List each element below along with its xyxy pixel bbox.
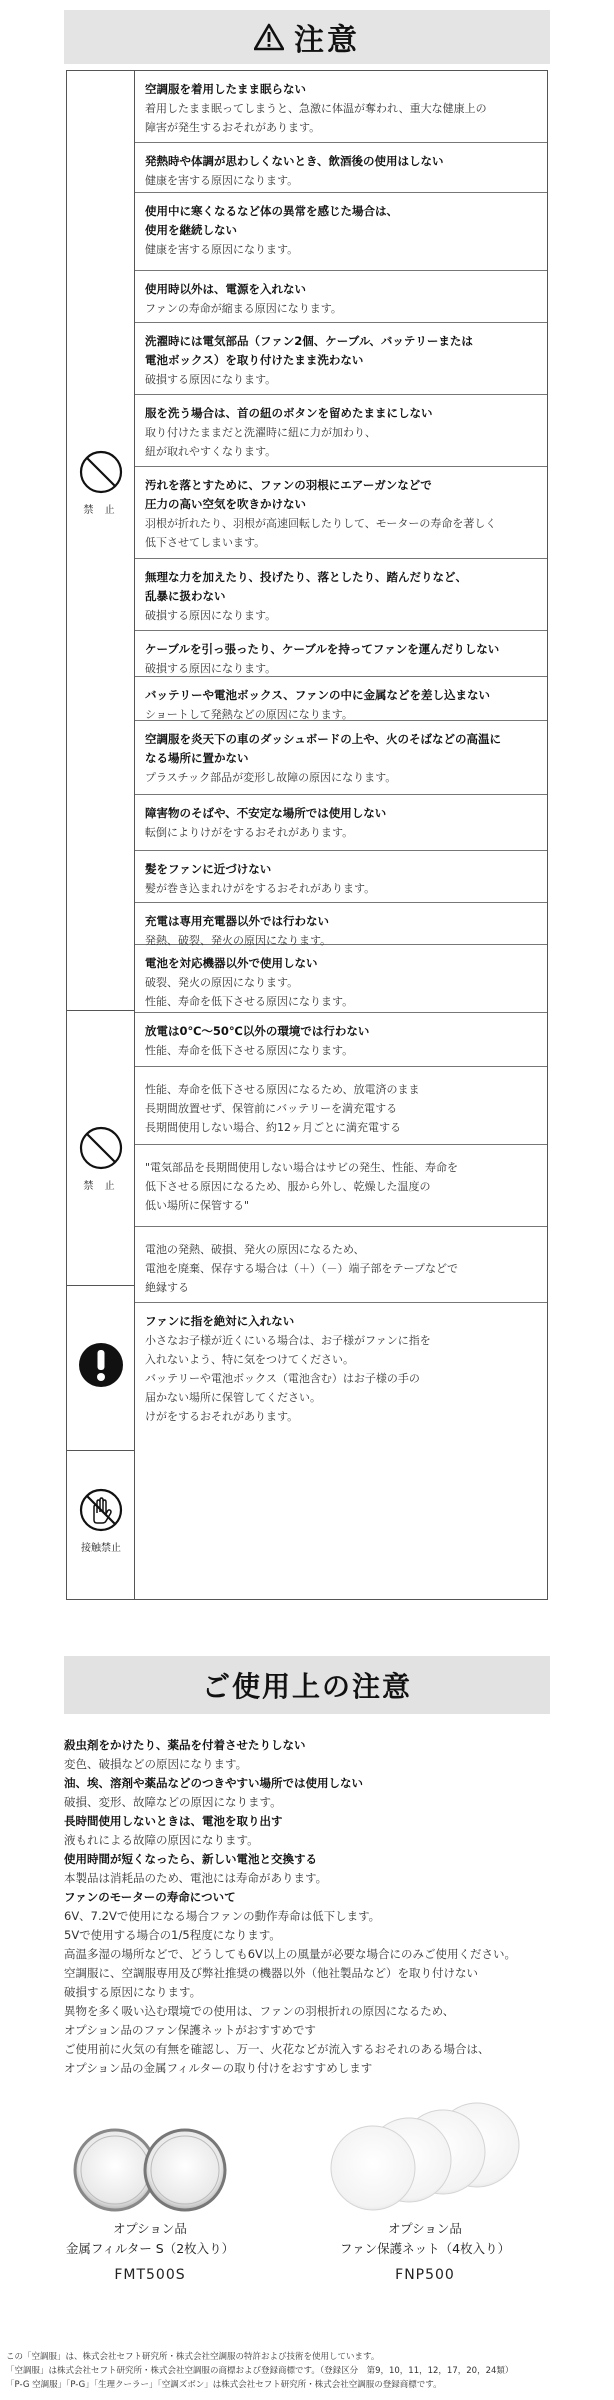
caution-row bbox=[135, 677, 547, 721]
caution-body: けがをするおそれがあります。 bbox=[145, 1410, 299, 1423]
caution-row bbox=[135, 1145, 547, 1227]
product-caption-line-1: オプション品 bbox=[113, 2221, 187, 2236]
caution-body: 取り付けたままだと洗濯時に紐に力が加わり、 bbox=[145, 426, 376, 439]
caution-body: 紐が取れやすくなります。 bbox=[145, 445, 277, 458]
caution-heading: 発熱時や体調が思わしくないとき、飲酒後の使用はしない bbox=[145, 154, 444, 168]
caution-heading: 充電は専用充電器以外では行わない bbox=[145, 914, 329, 928]
caution-row bbox=[135, 271, 547, 323]
caution-table bbox=[66, 70, 548, 1600]
usage-text: 破損する原因になります。 bbox=[64, 1985, 202, 1999]
caution-title: 注意 bbox=[294, 23, 360, 58]
usage-text: 空調服に、空調服専用及び弊社推奨の機器以外（他社製品など）を取り付けない bbox=[64, 1966, 478, 1980]
no-contact-label: 接触禁止 bbox=[81, 1543, 121, 1554]
caution-row bbox=[135, 395, 547, 467]
usage-heading: 使用時間が短くなったら、新しい電池と交換する bbox=[64, 1852, 317, 1866]
usage-text: ご使用前に火気の有無を確認し、万一、火花などが流入するおそれのある場合は、 bbox=[64, 2042, 490, 2056]
product-code: FNP500 bbox=[395, 2267, 455, 2283]
caution-row bbox=[135, 467, 547, 559]
warning-triangle-icon bbox=[254, 23, 284, 51]
usage-notes bbox=[64, 1736, 554, 2078]
caution-body: 羽根が折れたり、羽根が高速回転したりして、モーターの寿命を著しく bbox=[145, 517, 497, 530]
caution-row bbox=[135, 193, 547, 271]
usage-text: オプション品のファン保護ネットがおすすめです bbox=[64, 2023, 316, 2037]
caution-heading: 使用を継続しない bbox=[145, 223, 237, 237]
caution-heading: 使用中に寒くなるなど体の異常を感じた場合は、 bbox=[145, 204, 398, 218]
caution-heading: 空調服を炎天下の車のダッシュボードの上や、火のそばなどの高温に bbox=[145, 732, 502, 746]
caution-body: 長期間放置せず、保管前にバッテリーを満充電する bbox=[145, 1102, 398, 1115]
caution-row bbox=[135, 631, 547, 677]
caution-body: 性能、寿命を低下させる原因になるため、放電済のまま bbox=[145, 1083, 420, 1096]
caution-body: 発熱、破裂、発火の原因になります。 bbox=[145, 934, 332, 947]
caution-body: 転倒によりけがをするおそれがあります。 bbox=[145, 826, 354, 839]
prohibition-icon bbox=[78, 1125, 124, 1171]
caution-body: 破損する原因になります。 bbox=[145, 609, 277, 622]
caution-row bbox=[135, 721, 547, 795]
usage-text: 高温多湿の場所などで、どうしても6V以上の風量が必要な場合にのみご使用ください。 bbox=[64, 1947, 516, 1961]
footer-line: 「P-G 空調服」「P-G」「生理クーラー」「空調ズボン」は株式会社セフト研究所・株式会社空調服の登録商標です。 bbox=[6, 2380, 442, 2390]
caution-row bbox=[135, 851, 547, 903]
exclamation-icon bbox=[78, 1342, 124, 1388]
usage-text: 本製品は消耗品のため、電池には寿命があります。 bbox=[64, 1871, 328, 1885]
caution-body: 電池の発熱、破損、発火の原因になるため、 bbox=[145, 1243, 365, 1256]
caution-heading: 空調服を着用したまま眠らない bbox=[145, 82, 306, 96]
caution-row bbox=[135, 1013, 547, 1067]
caution-body: "電気部品を長期間使用しない場合はサビの発生、性能、寿命を bbox=[145, 1161, 459, 1174]
usage-text: 変色、破損などの原因になります。 bbox=[64, 1757, 248, 1771]
product-protective-net bbox=[310, 2100, 540, 2285]
caution-body: 破損する原因になります。 bbox=[145, 662, 277, 675]
caution-body: 低下させてしまいます。 bbox=[145, 536, 266, 549]
caution-row bbox=[135, 559, 547, 631]
caution-body: 電池を廃棄、保存する場合は（＋）（－）端子部をテープなどで bbox=[145, 1262, 458, 1275]
caution-heading: 電池ボックス）を取り付けたまま洗わない bbox=[145, 353, 364, 367]
caution-body: 低下させる原因になるため、服から外し、乾燥した温度の bbox=[145, 1180, 431, 1193]
caution-heading: 乱暴に扱わない bbox=[145, 589, 226, 603]
caution-heading: 洗濯時には電気部品（ファン2個、ケーブル、バッテリーまたは bbox=[145, 334, 473, 348]
caution-body: バッテリーや電池ボックス（電池含む）はお子様の手の bbox=[145, 1372, 420, 1385]
metal-filter-image bbox=[70, 2125, 230, 2215]
caution-row bbox=[135, 71, 547, 143]
no-contact-hand-icon bbox=[78, 1487, 124, 1533]
caution-body: 障害が発生するおそれがあります。 bbox=[145, 121, 321, 134]
usage-title: ご使用上の注意 bbox=[201, 1670, 412, 1703]
caution-row bbox=[135, 143, 547, 193]
mandatory-cell bbox=[67, 1286, 135, 1451]
caution-body: 届かない場所に保管してください。 bbox=[145, 1391, 321, 1404]
caution-body: 低い場所に保管する" bbox=[145, 1199, 250, 1212]
product-caption-line-1: オプション品 bbox=[388, 2221, 462, 2236]
caution-body: 髪が巻き込まれけがをするおそれがあります。 bbox=[145, 882, 376, 895]
caution-row bbox=[135, 795, 547, 851]
caution-rows bbox=[135, 71, 547, 1599]
prohibition-icon bbox=[78, 449, 124, 495]
usage-text: 異物を多く吸い込む環境での使用は、ファンの羽根折れの原因になるため、 bbox=[64, 2004, 455, 2018]
caution-heading: なる場所に置かない bbox=[145, 751, 249, 765]
caution-body: 着用したまま眠ってしまうと、急激に体温が奪われ、重大な健康上の bbox=[145, 102, 487, 115]
caution-heading: 圧力の高い空気を吹きかけない bbox=[145, 497, 306, 511]
product-caption-line-2: ファン保護ネット（4枚入り） bbox=[339, 2241, 511, 2256]
prohibit-label: 禁 止 bbox=[83, 1181, 119, 1192]
caution-heading: 無理な力を加えたり、投げたり、落としたり、踏んだりなど、 bbox=[145, 570, 467, 584]
caution-row bbox=[135, 945, 547, 1013]
usage-text: 破損、変形、故障などの原因になります。 bbox=[64, 1795, 282, 1809]
icon-column bbox=[67, 71, 135, 1599]
caution-body: 小さなお子様が近くにいる場合は、お子様がファンに指を bbox=[145, 1334, 431, 1347]
caution-body: 健康を害する原因になります。 bbox=[145, 174, 299, 187]
usage-heading: 油、埃、溶剤や薬品などのつきやすい場所では使用しない bbox=[64, 1776, 363, 1790]
caution-heading: 汚れを落とすために、ファンの羽根にエアーガンなどで bbox=[145, 478, 432, 492]
caution-body: 破損する原因になります。 bbox=[145, 373, 277, 386]
no-contact-cell bbox=[67, 1451, 135, 1601]
caution-header bbox=[64, 10, 550, 64]
usage-text: 液もれによる故障の原因になります。 bbox=[64, 1833, 259, 1847]
caution-heading: バッテリーや電池ボックス、ファンの中に金属などを差し込まない bbox=[145, 688, 490, 702]
caution-body: ファンの寿命が縮まる原因になります。 bbox=[145, 302, 342, 315]
prohibit-cell-1 bbox=[67, 71, 135, 1011]
caution-heading: ケーブルを引っ張ったり、ケーブルを持ってファンを運んだりしない bbox=[145, 642, 500, 656]
caution-body: 性能、寿命を低下させる原因になります。 bbox=[145, 1044, 354, 1057]
caution-row bbox=[135, 1067, 547, 1145]
usage-header bbox=[64, 1656, 550, 1714]
caution-heading: 放電は0℃〜50℃以外の環境では行わない bbox=[145, 1024, 370, 1038]
caution-body: 健康を害する原因になります。 bbox=[145, 243, 299, 256]
caution-body: ショートして発熱などの原因になります。 bbox=[145, 708, 353, 721]
footer-notes bbox=[6, 2350, 606, 2392]
usage-heading: 長時間使用しないときは、電池を取り出す bbox=[64, 1814, 283, 1828]
caution-row bbox=[135, 1303, 547, 1453]
usage-text: 6V、7.2Vで使用になる場合ファンの動作寿命は低下します。 bbox=[64, 1909, 381, 1923]
caution-body: 破裂、発火の原因になります。 bbox=[145, 976, 299, 989]
caution-row bbox=[135, 1227, 547, 1303]
caution-row bbox=[135, 323, 547, 395]
product-caption-line-2: 金属フィルター S（2枚入り） bbox=[65, 2241, 235, 2256]
caution-heading: 服を洗う場合は、首の紐のボタンを留めたままにしない bbox=[145, 406, 433, 420]
caution-body: 長期間使用しない場合、約12ヶ月ごとに満充電する bbox=[145, 1121, 401, 1134]
prohibit-label: 禁 止 bbox=[83, 505, 119, 516]
product-metal-filter bbox=[60, 2125, 240, 2285]
caution-heading: 髪をファンに近づけない bbox=[145, 862, 272, 876]
caution-body: 入れないよう、特に気をつけてください。 bbox=[145, 1353, 354, 1366]
usage-text: オプション品の金属フィルターの取り付けをおすすめします bbox=[64, 2061, 373, 2075]
usage-heading: 殺虫剤をかけたり、薬品を付着させたりしない bbox=[64, 1738, 306, 1752]
caution-heading: ファンに指を絶対に入れない bbox=[145, 1314, 295, 1328]
caution-row bbox=[135, 903, 547, 945]
usage-text: 5Vで使用する場合の1/5程度になります。 bbox=[64, 1928, 281, 1942]
caution-heading: 障害物のそばや、不安定な場所では使用しない bbox=[145, 806, 387, 820]
caution-heading: 使用時以外は、電源を入れない bbox=[145, 282, 306, 296]
caution-body: プラスチック部品が変形し故障の原因になります。 bbox=[145, 771, 397, 784]
footer-line: この「空調服」は、株式会社セフト研究所・株式会社空調服の特許および技術を使用しています。 bbox=[6, 2352, 380, 2362]
caution-body: 性能、寿命を低下させる原因になります。 bbox=[145, 995, 354, 1008]
caution-body: 絶縁する bbox=[145, 1281, 189, 1294]
caution-heading: 電池を対応機器以外で使用しない bbox=[145, 956, 318, 970]
product-code: FMT500S bbox=[114, 2267, 186, 2283]
protective-net-image bbox=[315, 2100, 535, 2215]
prohibit-cell-2 bbox=[67, 1011, 135, 1286]
footer-line: 「空調服」は株式会社セフト研究所・株式会社空調服の商標および登録商標です。（登録区分 第9，10，11，12，17，20，24類） bbox=[6, 2366, 514, 2376]
usage-heading: ファンのモーターの寿命について bbox=[64, 1890, 236, 1904]
